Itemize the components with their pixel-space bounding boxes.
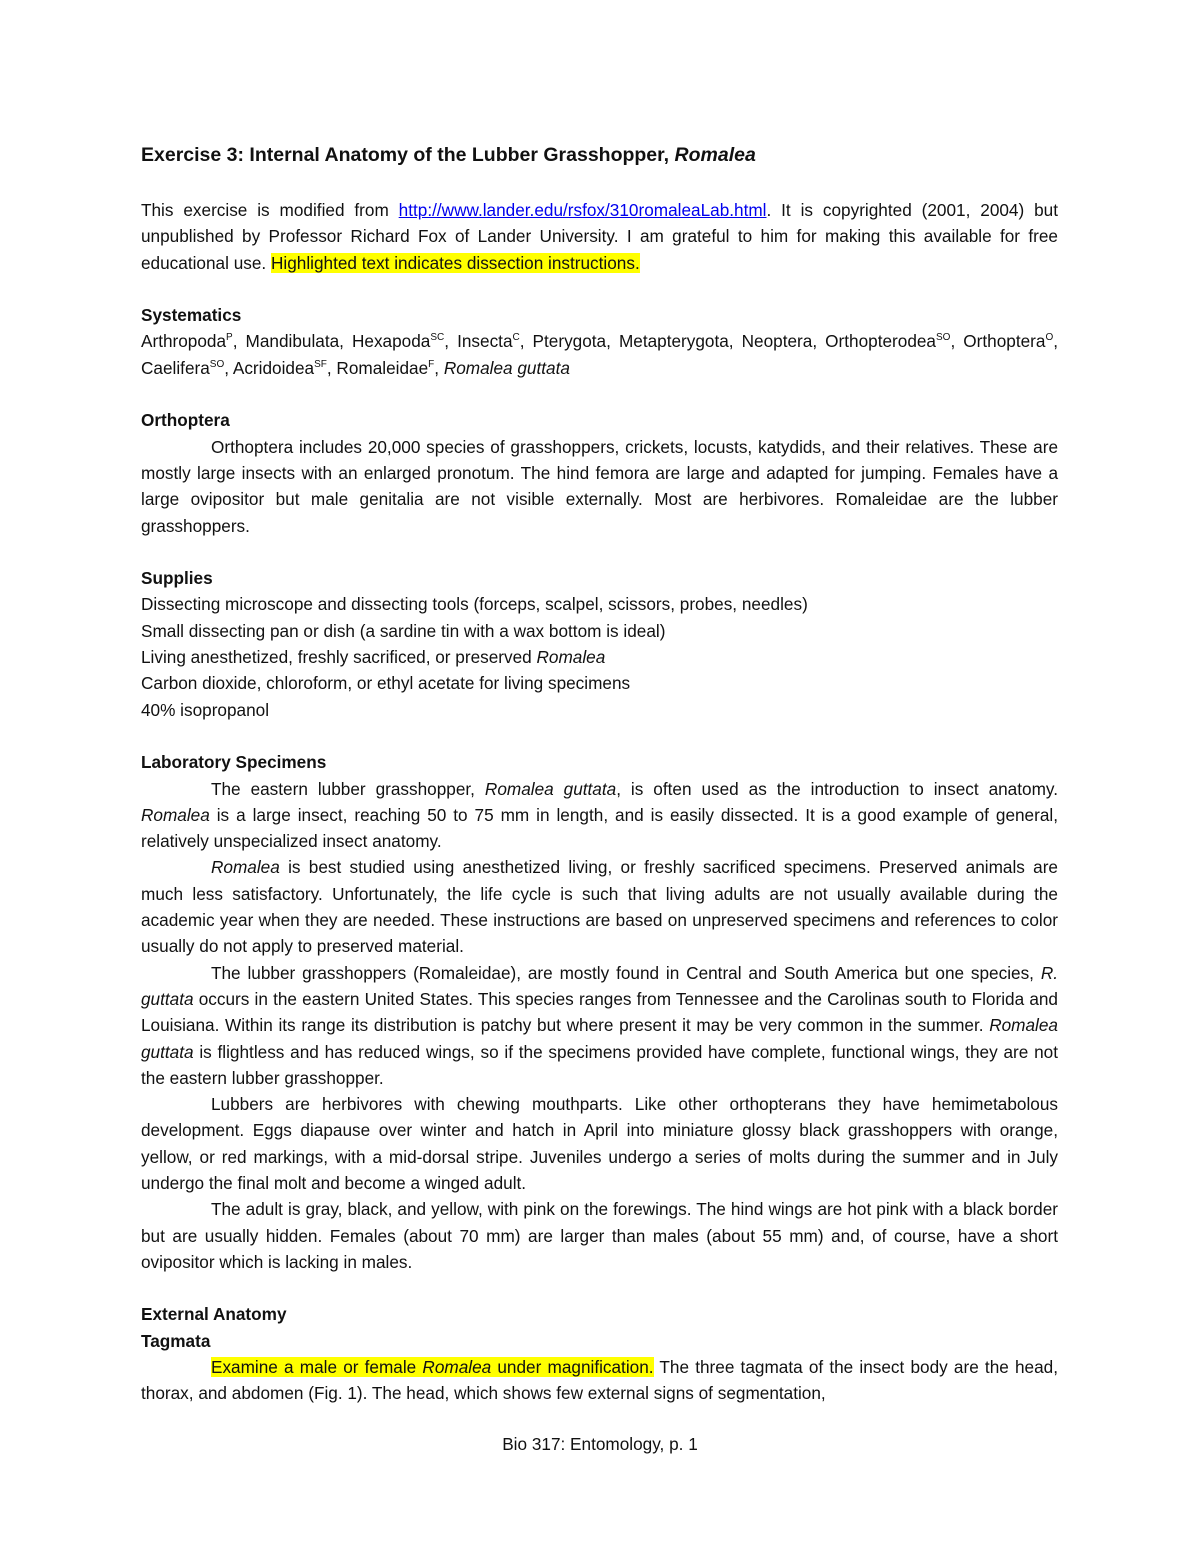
specimens-paragraph-3: The lubber grasshoppers (Romaleidae), are mostly found in Central and South America but one species, R. guttata occurs in the eastern United States. This species ranges from Tennessee and the Carolinas south to Florida and Louisiana. Within its range its distribution is patchy but where present it may be very common in the summer. Romalea guttata is flightless and has reduced wings, so if the specimens provided have complete, functional wings, they are not the eastern lubber grasshopper. bbox=[141, 962, 1058, 1088]
systematics-text: Arthropoda$^P$, Mandibulata, Hexapoda$^{SC}$, Insecta$^C$, Pterygota, Metapterygota, Neoptera, Orthopterodea$^{SO}$, Orthoptera$^O$, Caelifera$^{SO}$, Acridoidea$^{SF}$, Romaleidae$^F$, Romalea guttata bbox=[141, 331, 1058, 378]
supply-item: Carbon dioxide, chloroform, or ethyl acetate for living specimens bbox=[141, 673, 631, 694]
highlight-note: Highlighted text indicates dissection instructions. bbox=[270, 252, 640, 273]
specimens-paragraph-1: The eastern lubber grasshopper, Romalea guttata, is often used as the introduction to insect anatomy. Romalea is a large insect, reaching 50 to 75 mm in length, and is easily dissected. It is a good example of general, relatively unspecialized insect anatomy. bbox=[141, 778, 1058, 852]
title-main: Exercise 3: Internal Anatomy of the Lubber Grasshopper, bbox=[141, 144, 670, 166]
dissection-instruction-highlight: Examine a male or female Romalea under magnification. bbox=[211, 1357, 654, 1378]
specimens-paragraph-2: Romalea is best studied using anesthetized living, or freshly sacrificed specimens. Preserved animals are much less satisfactory. Unfortunately, the life cycle is such that living adults are not usually available during the academic year when they are needed. These instructions are based on unpreserved specimens and references to color usually do not apply to preserved material. bbox=[141, 857, 1058, 957]
lab-specimens-heading: Laboratory Specimens bbox=[141, 752, 327, 773]
page-title bbox=[141, 144, 756, 167]
supply-item: Dissecting microscope and dissecting tools (forceps, scalpel, scissors, probes, needles) bbox=[141, 594, 808, 615]
supply-item: Living anesthetized, freshly sacrificed, or preserved Romalea bbox=[141, 647, 606, 668]
orthoptera-heading: Orthoptera bbox=[141, 410, 230, 431]
specimens-paragraph-4: Lubbers are herbivores with chewing mouthparts. Like other orthopterans they have hemimetabolous development. Eggs diapause over winter and hatch in April into miniature glossy black grasshoppers with orange, yellow, or red markings, with a mid-dorsal stripe. Juveniles undergo a series of molts during the summer and in July undergo the final molt and become a winged adult. bbox=[141, 1094, 1058, 1193]
supplies-list bbox=[141, 591, 1058, 722]
body-column bbox=[141, 197, 1058, 1407]
orthoptera-paragraph: Orthoptera includes 20,000 species of grasshoppers, crickets, locusts, katydids, and their relatives. These are mostly large insects with an enlarged pronotum. The hind femora are large and adapted for jumping. Females have a large ovipositor but male genitalia are not visible externally. Most are herbivores. Romaleidae are the lubber grasshoppers. bbox=[141, 436, 1058, 536]
tagmata-subheading: Tagmata bbox=[141, 1330, 211, 1351]
systematics-heading: Systematics bbox=[141, 305, 242, 326]
source-link[interactable]: http://www.lander.edu/rsfox/310romaleaLab.html bbox=[398, 200, 767, 220]
intro-text-2: . It is copyrighted (2001, 2004) but unpublished by Professor Richard Fox of Lander University. I am grateful to him for making this available for free educational use. bbox=[141, 200, 1058, 273]
title-italic: Romalea bbox=[674, 144, 756, 166]
specimens-paragraph-5: The adult is gray, black, and yellow, with pink on the forewings. The hind wings are hot pink with a black border but are usually hidden. Females (about 70 mm) are larger than males (about 55 mm) and, of course, have a short ovipositor which is lacking in males. bbox=[141, 1199, 1058, 1272]
intro-text-1: This exercise is modified from bbox=[141, 200, 389, 220]
supplies-heading: Supplies bbox=[141, 568, 213, 589]
intro-paragraph bbox=[141, 197, 1058, 276]
supply-item: Small dissecting pan or dish (a sardine tin with a wax bottom is ideal) bbox=[141, 620, 666, 641]
tagmata-paragraph: Examine a male or female Romalea under magnification. The three tagmata of the insect body are the head, thorax, and abdomen (Fig. 1). The head, which shows few external signs of segmentation, bbox=[141, 1357, 1058, 1404]
external-anatomy-heading: External Anatomy bbox=[141, 1304, 287, 1325]
supply-item: 40% isopropanol bbox=[141, 699, 270, 720]
page-footer: Bio 317: Entomology, p. 1 bbox=[502, 1434, 698, 1454]
